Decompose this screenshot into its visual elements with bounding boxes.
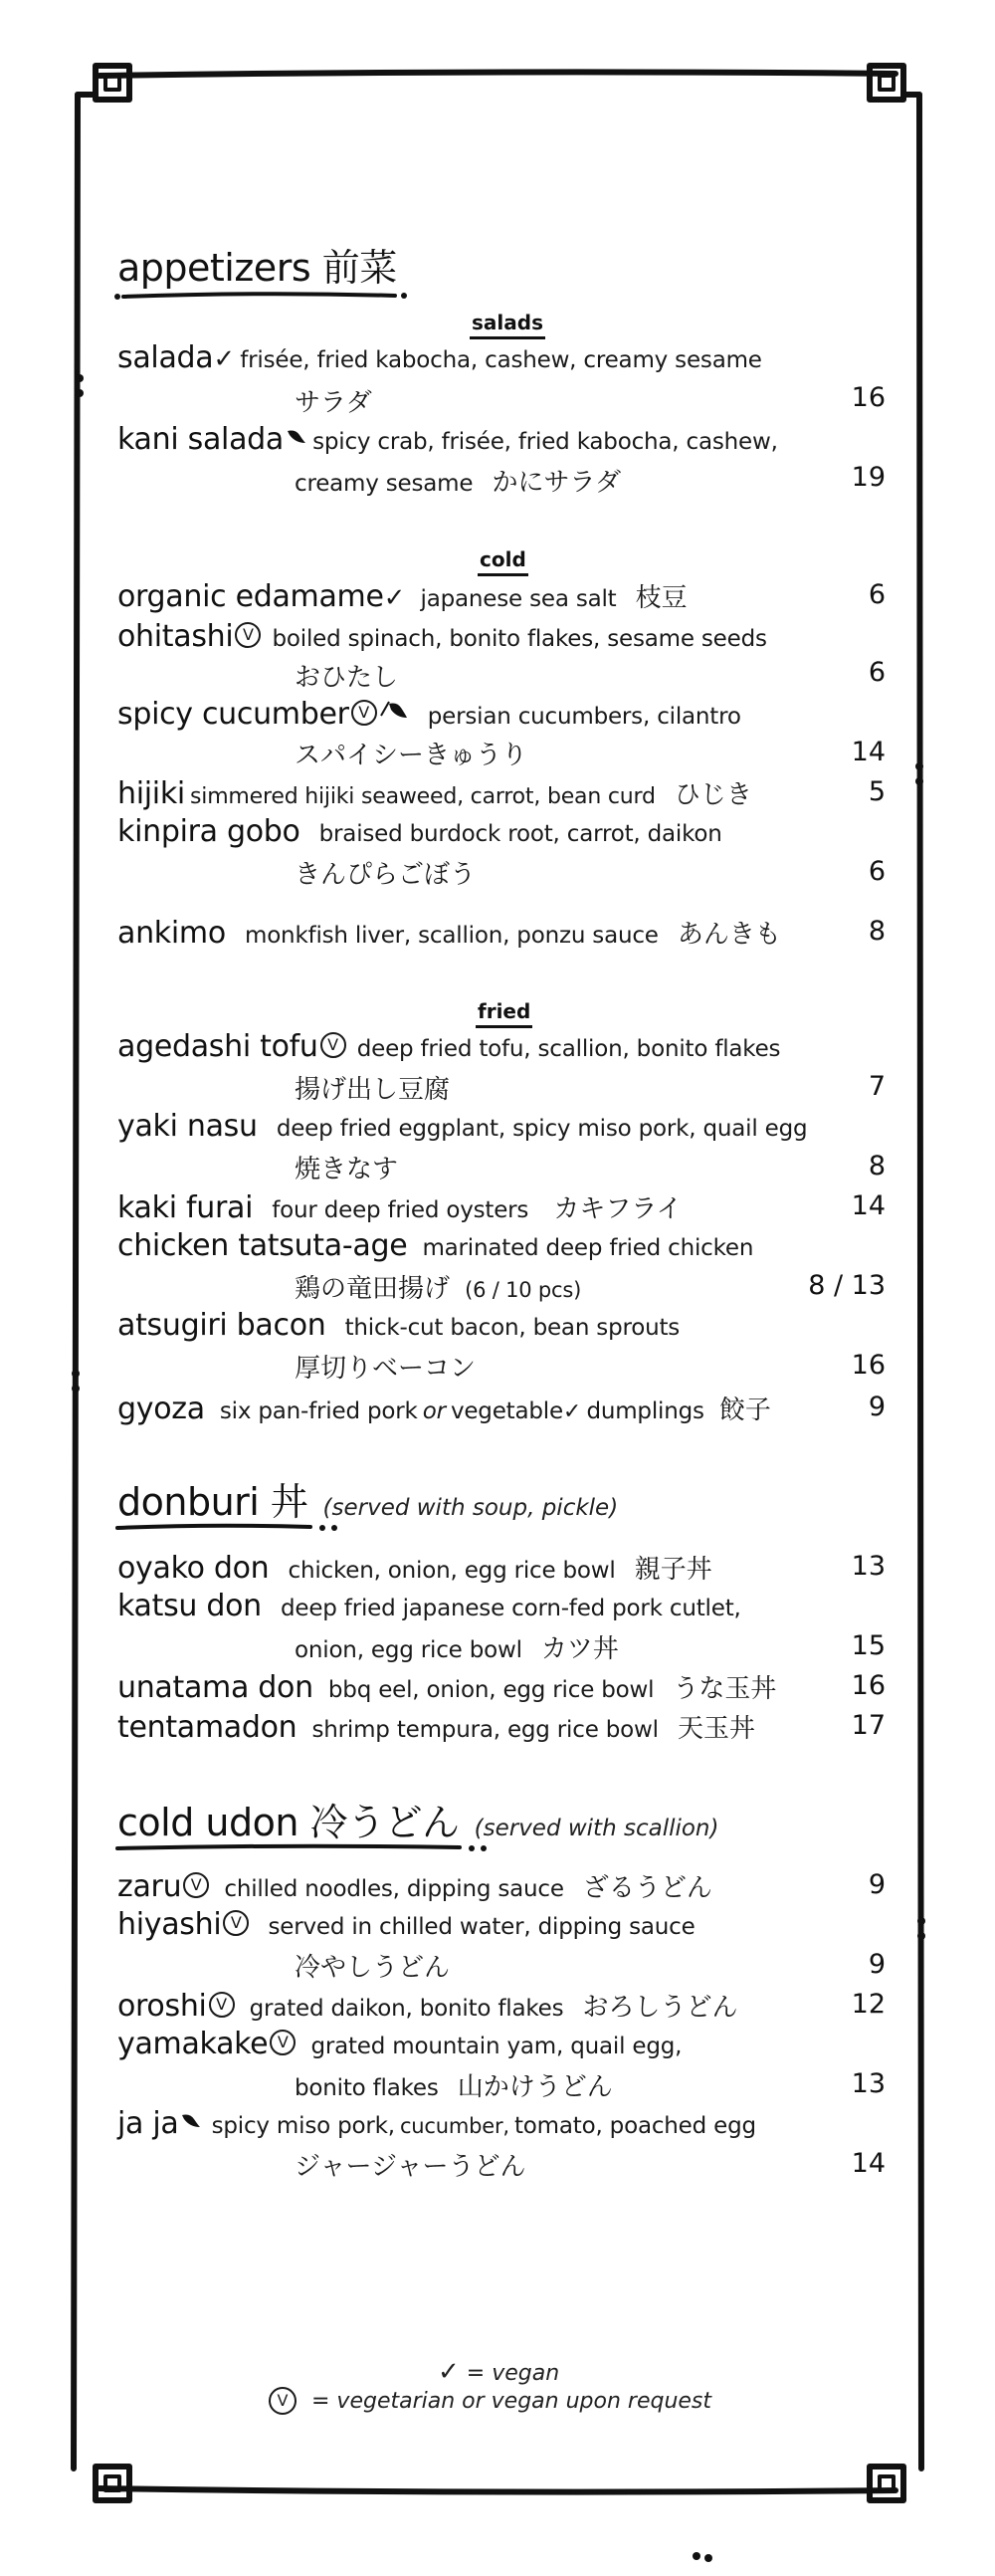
item-price: 15 [851,1630,886,1661]
vegetarian-icon: V [223,1910,249,1936]
section-title-appetizers: appetizers 前菜 [117,246,397,290]
subsection-cold: cold [478,547,528,576]
item-name: gyoza [117,1392,205,1426]
item-jp: 鶏の竜田揚げ [295,1274,451,1304]
item-jp: かにサラダ [492,468,622,498]
item-name: ohitashi [117,619,234,654]
item-desc: chilled noodles, dipping sauce [224,1876,564,1902]
item-price: 13 [851,1551,886,1582]
item-name: ja ja [117,2106,179,2141]
item-jp: あんきも [677,920,781,950]
item-jp: サラダ [295,388,372,418]
item-price: 9 [868,1869,886,1900]
item-desc: spicy miso pork, [211,2113,395,2139]
vegan-icon: ✓ [438,2357,460,2387]
item-desc: frisée, fried kabocha, cashew, creamy sesame [240,347,762,373]
item-desc: grated mountain yam, quail egg, [310,2034,683,2059]
vegetarian-icon: V [320,1032,346,1058]
item-desc: spicy crab, frisée, fried kabocha, cashew, [312,429,778,455]
item-jp: ひじき [674,780,752,810]
item-jp: きんぴらごぼう [295,860,477,890]
legend-vegan [438,2357,559,2387]
item-desc: served in chilled water, dipping sauce [268,1914,696,1940]
spicy-chili-icon [180,2109,202,2129]
item-name: atsugiri bacon [117,1308,326,1343]
item-desc-2: onion, egg rice bowl [295,1637,522,1663]
item-desc-2: bonito flakes [295,2075,439,2101]
legend-veg-text: = vegetarian or vegan upon request [311,2389,712,2414]
item-desc: simmered hijiki seaweed, carrot, bean curd [190,784,656,809]
item-price: 9 [868,1392,886,1422]
item-desc: four deep fried oysters [272,1197,529,1223]
section-note-donburi: (served with soup, pickle) [322,1495,619,1521]
item-name: hijiki [117,776,185,811]
item-jp: カツ丼 [540,1634,619,1664]
item-jp: 親子丼 [634,1555,712,1585]
item-desc: persian cucumbers, cilantro [427,704,741,730]
item-price: 8 [868,1151,886,1181]
vegetarian-icon: V [269,2387,297,2415]
item-price: 13 [851,2068,886,2099]
donburi-underline [111,1521,350,1535]
section-note-cold-udon: (served with scallion) [474,1816,719,1841]
item-jp: 冷やしうどん [295,1953,451,1983]
item-price: 14 [851,737,886,767]
item-desc-or: or [422,1398,446,1424]
vegan-icon: ✓ [213,344,236,374]
item-price: 19 [851,462,886,493]
item-desc: chicken, onion, egg rice bowl [288,1558,616,1584]
item-desc: bbq eel, onion, egg rice bowl [327,1677,655,1703]
vegetarian-icon: V [235,622,261,648]
legend-vegan-text: = vegan [466,2361,560,2386]
item-price: 9 [868,1949,886,1980]
item-desc-end: dumplings [586,1398,704,1424]
item-jp: うな玉丼 [673,1674,777,1704]
item-price: 8 [868,916,886,947]
vegetarian-icon: V [270,2030,296,2055]
item-jp: 山かけうどん [457,2072,613,2102]
item-name: yaki nasu [117,1109,258,1144]
item-desc: braised burdock root, carrot, daikon [318,821,722,847]
item-desc: boiled spinach, bonito flakes, sesame seeds [272,626,767,652]
item-pcs: (6 / 10 pcs) [465,1278,582,1302]
item-desc: grated daikon, bonito flakes [249,1996,564,2022]
item-jp: 焼きなす [295,1155,399,1184]
item-price: 5 [868,776,886,807]
item-price: 8 / 13 [808,1270,886,1301]
item-name: organic edamame [117,579,384,614]
item-desc: six pan-fried pork [219,1398,418,1424]
item-jp: おろしうどん [582,1993,738,2023]
vegan-icon: ✓ [383,583,406,613]
item-price: 14 [851,2148,886,2179]
item-name: kani salada [117,422,284,457]
vegan-icon: ✓ [562,1399,582,1424]
item-price: 16 [851,382,886,413]
item-price: 6 [868,856,886,887]
item-jp: 天玉丼 [677,1714,755,1744]
spicy-chili-icon [286,425,307,445]
item-name: salada [117,340,214,375]
item-name: hiyashi [117,1907,222,1942]
section-title-donburi: donburi 丼 [117,1480,308,1524]
section-title-cold-udon: cold udon 冷うどん [117,1801,460,1844]
item-desc: thick-cut bacon, bean sprouts [344,1315,681,1341]
vegetarian-icon: V [209,1992,235,2018]
item-price: 17 [851,1710,886,1741]
item-desc: marinated deep fried chicken [422,1235,754,1261]
item-name: spicy cucumber [117,697,349,732]
item-name: unatama don [117,1670,313,1705]
item-price: 7 [868,1071,886,1102]
item-desc: shrimp tempura, egg rice bowl [311,1717,659,1743]
item-jp: 揚げ出し豆腐 [295,1075,451,1105]
item-name: tentamadon [117,1710,298,1745]
item-name: katsu don [117,1589,262,1623]
item-jp: スパイシーきゅうり [295,741,528,770]
item-price: 16 [851,1670,886,1701]
item-jp: 枝豆 [635,583,688,613]
item-name: ankimo [117,916,226,951]
subsection-salads: salads [470,311,545,339]
item-name: kaki furai [117,1190,254,1225]
item-desc: deep fried tofu, scallion, bonito flakes [356,1036,781,1062]
vegetarian-icon: V [351,700,377,726]
item-jp: ジャージャーうどん [295,2152,526,2182]
item-price: 6 [868,657,886,688]
item-desc-2: creamy sesame [295,471,474,497]
item-name: yamakake [117,2027,269,2061]
item-price: 14 [851,1190,886,1221]
legend-vegetarian [267,2387,711,2415]
vegetarian-icon: V [183,1872,209,1898]
item-desc: japanese sea salt [420,586,617,612]
item-name: oroshi [117,1989,207,2024]
item-desc: monkfish liver, scallion, ponzu sauce [244,923,659,949]
item-desc-b: cucumber, [399,2114,509,2138]
spicy-chili-icon [379,698,409,720]
item-jp: 餃子 [718,1395,771,1425]
item-desc-veg: vegetable [450,1398,563,1424]
item-desc: deep fried eggplant, spicy miso pork, quail egg [276,1116,808,1142]
item-name: oyako don [117,1551,270,1586]
item-price: 12 [851,1989,886,2020]
item-name: chicken tatsuta-age [117,1228,408,1263]
item-jp: 厚切りベーコン [295,1354,477,1384]
item-jp: カキフライ [553,1194,683,1224]
item-desc: deep fried japanese corn-fed pork cutlet, [280,1596,741,1621]
item-desc-c: tomato, poached egg [513,2113,756,2139]
item-jp: おひたし [295,663,399,693]
cold-udon-underline [111,1841,490,1855]
item-price: 16 [851,1350,886,1381]
subsection-fried: fried [476,999,532,1028]
item-name: agedashi tofu [117,1029,318,1064]
appetizers-underline [111,289,410,303]
item-price: 6 [868,579,886,610]
item-name: zaru [117,1869,182,1904]
item-name: kinpira gobo [117,814,300,849]
item-jp: ざるうどん [582,1873,712,1903]
